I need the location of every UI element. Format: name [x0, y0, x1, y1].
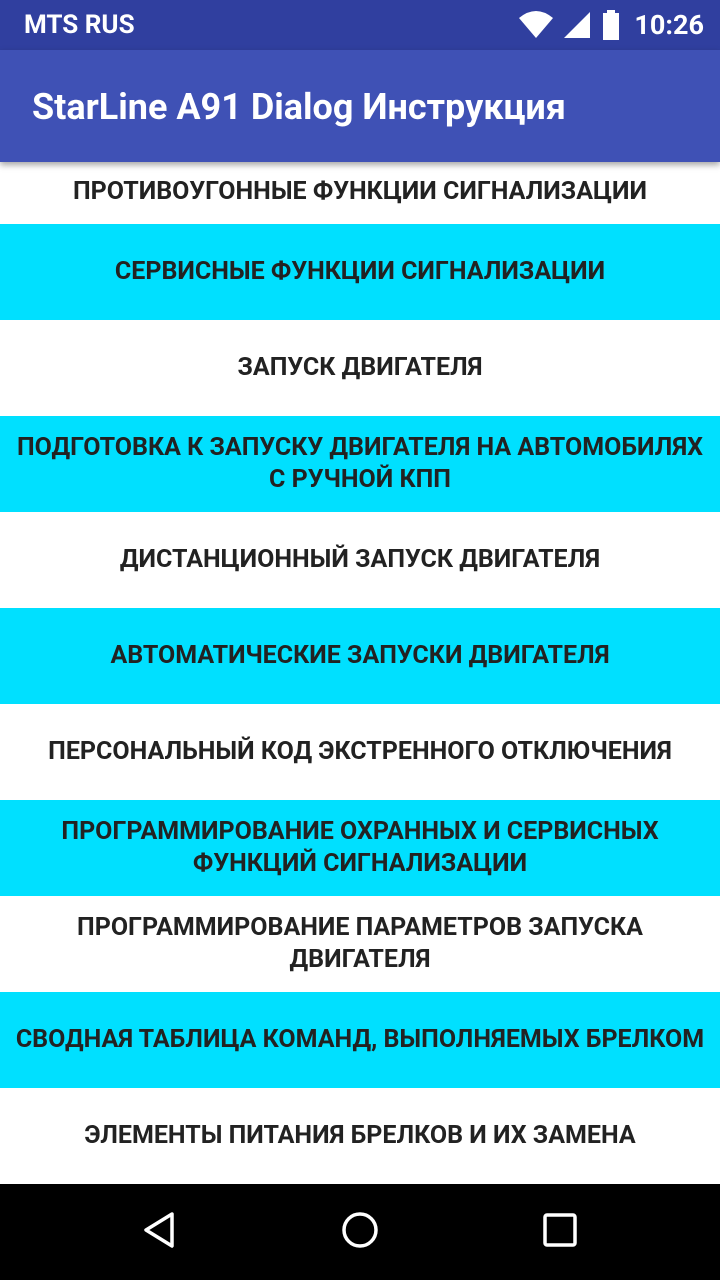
list-item-service-functions[interactable] [0, 224, 720, 320]
battery-icon [602, 10, 620, 40]
carrier-name: MTS RUS [24, 10, 135, 40]
list-item-label: ПРОТИВОУГОННЫЕ ФУНКЦИИ СИГНАЛИЗАЦИИ [73, 177, 647, 206]
menu-list[interactable] [0, 130, 720, 1184]
list-item-label: ДИСТАНЦИОННЫЙ ЗАПУСК ДВИГАТЕЛЯ [119, 545, 601, 574]
back-icon [140, 1210, 180, 1254]
list-item-label: ЭЛЕМЕНТЫ ПИТАНИЯ БРЕЛКОВ И ИХ ЗАМЕНА [84, 1121, 636, 1150]
list-item-label: АВТОМАТИЧЕСКИЕ ЗАПУСКИ ДВИГАТЕЛЯ [110, 641, 610, 670]
list-item-automatic-starts[interactable] [0, 608, 720, 704]
recents-button[interactable] [536, 1208, 584, 1256]
navigation-bar [0, 1184, 720, 1280]
list-item-remote-start[interactable] [0, 512, 720, 608]
list-item-engine-start[interactable] [0, 320, 720, 416]
wifi-icon [518, 10, 554, 40]
list-item-manual-transmission-prep[interactable] [0, 416, 720, 512]
list-item-label: ПРОГРАММИРОВАНИЕ ОХРАННЫХ И СЕРВИСНЫХ ФУНКЦИЙ СИГНАЛИЗАЦИИ [61, 817, 659, 878]
list-item-emergency-code[interactable] [0, 704, 720, 800]
status-bar [0, 0, 720, 50]
signal-icon [562, 10, 592, 40]
home-icon [340, 1210, 380, 1254]
list-item-battery-replacement[interactable] [0, 1088, 720, 1184]
list-item-programming-functions[interactable] [0, 800, 720, 896]
list-item-label: СЕРВИСНЫЕ ФУНКЦИИ СИГНАЛИЗАЦИИ [114, 257, 606, 286]
list-item-label: ПРОГРАММИРОВАНИЕ ПАРАМЕТРОВ ЗАПУСКА ДВИГАТЕЛЯ [77, 913, 643, 974]
back-button[interactable] [136, 1208, 184, 1256]
list-item-label: СВОДНАЯ ТАБЛИЦА КОМАНД, ВЫПОЛНЯЕМЫХ БРЕЛКОМ [15, 1025, 705, 1054]
page-title: StarLine A91 Dialog Инструкция [32, 86, 566, 128]
list-item-command-table[interactable] [0, 992, 720, 1088]
list-item-label: ЗАПУСК ДВИГАТЕЛЯ [237, 353, 483, 382]
recents-icon [542, 1212, 578, 1252]
home-button[interactable] [336, 1208, 384, 1256]
list-item-label: ПОДГОТОВКА К ЗАПУСКУ ДВИГАТЕЛЯ НА АВТОМОБИЛЯХ С РУЧНОЙ КПП [16, 433, 704, 494]
list-item-programming-start-params[interactable] [0, 896, 720, 992]
list-item-label: ПЕРСОНАЛЬНЫЙ КОД ЭКСТРЕННОГО ОТКЛЮЧЕНИЯ [48, 737, 672, 766]
clock: 10:26 [634, 9, 704, 41]
app-bar [0, 50, 720, 162]
status-icons [518, 6, 704, 44]
